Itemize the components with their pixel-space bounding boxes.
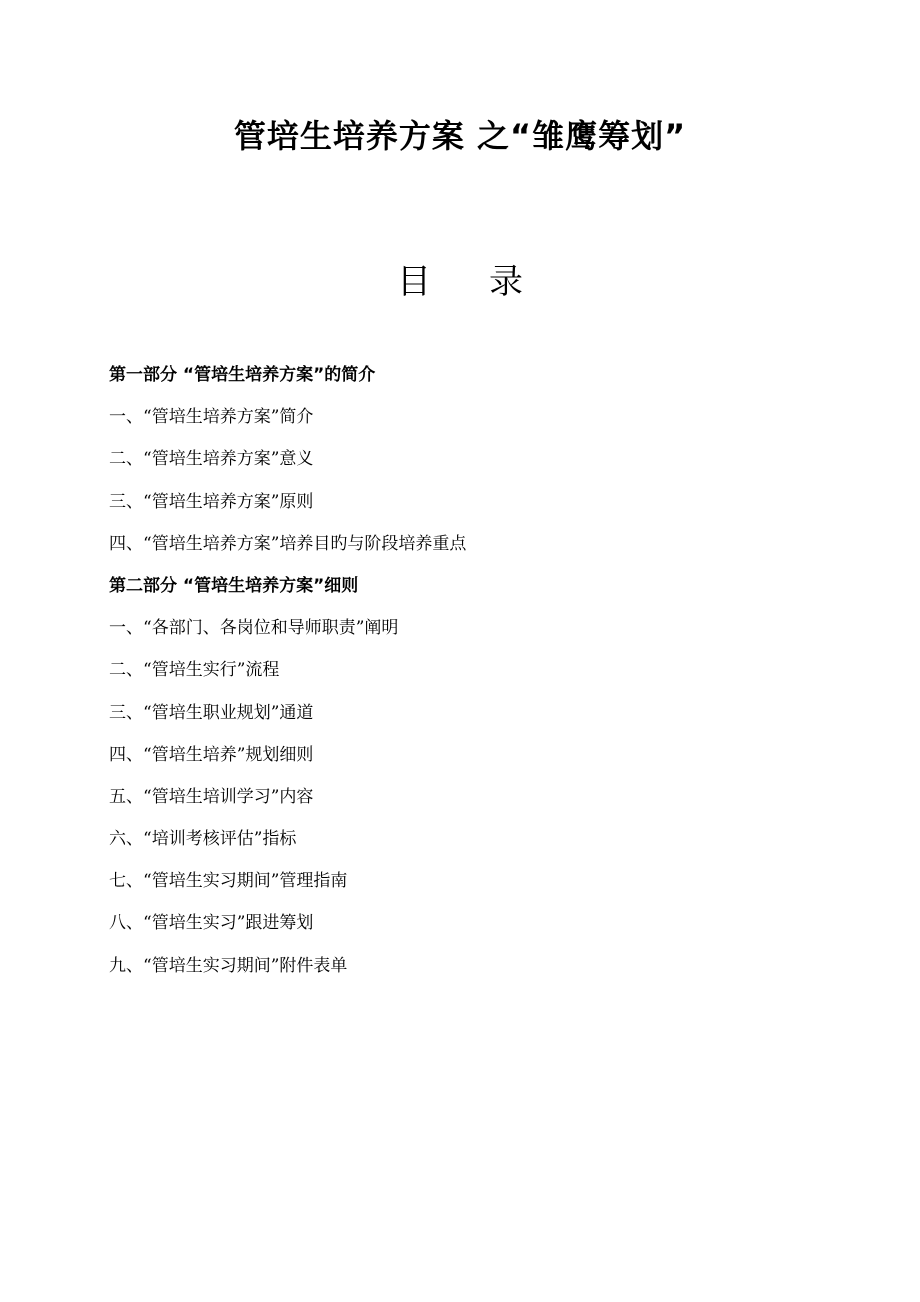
toc-entry: 六、“培训考核评估”指标 [109, 829, 297, 850]
toc-entry: 一、“管培生培养方案”简介 [109, 407, 314, 428]
toc-entry: 五、“管培生培训学习”内容 [109, 786, 314, 807]
toc-entry: 三、“管培生职业规划”通道 [109, 702, 314, 723]
toc-entry: 九、“管培生实习期间”附件表单 [109, 955, 348, 976]
toc-entry: 四、“管培生培养”规划细则 [109, 744, 314, 765]
toc-part-heading: 第一部分 “管培生培养方案”的简介 [109, 365, 376, 385]
toc-heading-char-2: 录 [489, 262, 523, 302]
document-title: 管培生培养方案 之“雏鹰筹划” [233, 117, 687, 155]
toc-entry: 七、“管培生实习期间”管理指南 [109, 871, 348, 892]
toc-heading-char-1: 目 [397, 262, 431, 302]
toc-entry: 八、“管培生实习”跟进筹划 [109, 913, 314, 934]
toc-heading [0, 258, 920, 306]
toc-entry: 二、“管培生实行”流程 [109, 660, 280, 681]
toc-part-heading: 第二部分 “管培生培养方案”细则 [109, 575, 359, 596]
toc-list [109, 360, 809, 993]
toc-entry: 四、“管培生培养方案”培养目旳与阶段培养重点 [109, 533, 467, 554]
toc-entry: 二、“管培生培养方案”意义 [109, 449, 314, 470]
toc-entry: 一、“各部门、各岗位和导师职责”阐明 [109, 618, 399, 639]
toc-entry: 三、“管培生培养方案”原则 [109, 491, 314, 512]
